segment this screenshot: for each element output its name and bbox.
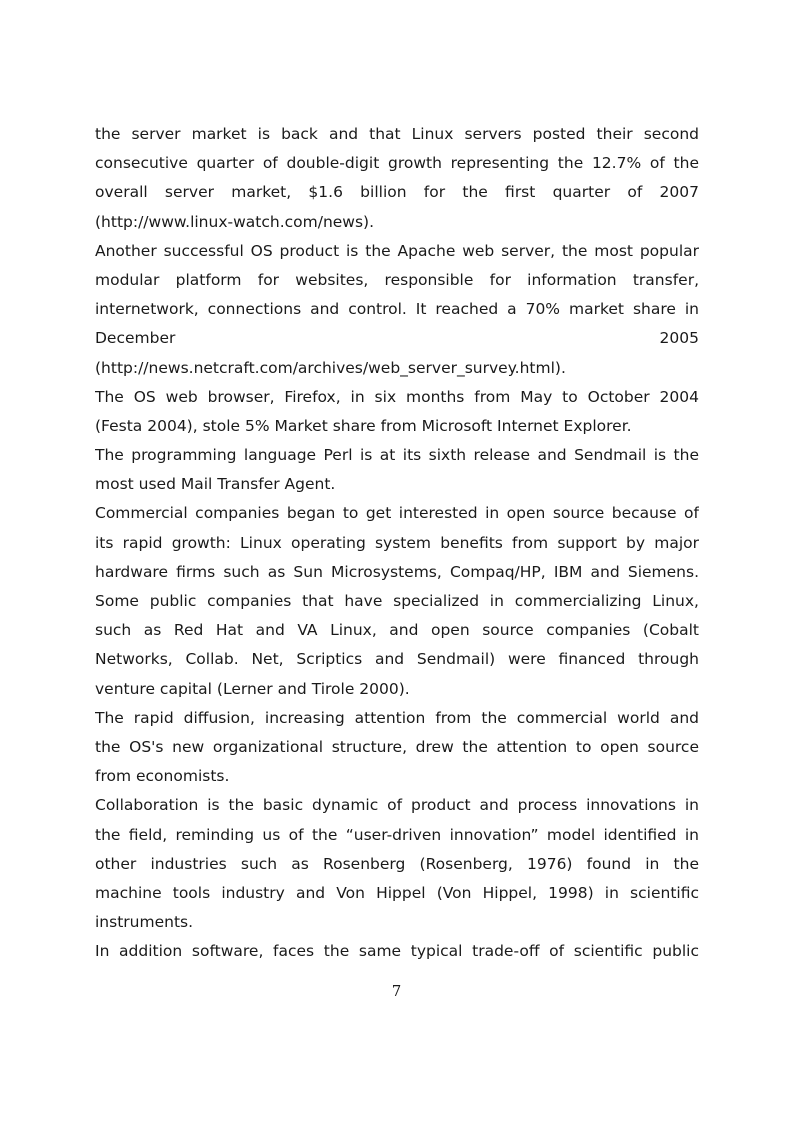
body-text [95,120,699,966]
paragraph [95,383,699,441]
text-line: Collaboration is the basic dynamic of product and process innovations in [95,796,699,815]
text-line: the field, reminding us of the “user-driven innovation” model identified in [95,825,699,844]
paragraph [95,120,699,237]
paragraph [95,499,699,703]
text-line: (Festa 2004), stole 5% Market share from Microsoft Internet Explorer. [95,416,632,435]
text-line: The OS web browser, Firefox, in six months from May to October 2004 [95,387,699,406]
text-line: (http://www.linux-watch.com/news). [95,212,375,231]
text-line: internetwork, connections and control. It reached a 70% market share in [95,300,699,319]
text-line: most used Mail Transfer Agent. [95,475,336,494]
text-line: modular platform for websites, responsible for information transfer, [95,270,699,289]
text-line: Another successful OS product is the Apache web server, the most popular [95,241,699,260]
text-line: the server market is back and that Linux servers posted their second [95,125,699,143]
text-line: December 2005 [95,329,699,348]
text-line: instruments. [95,913,194,932]
text-line: Networks, Collab. Net, Scriptics and Sendmail) were financed through [95,650,699,669]
text-line: overall server market, $1.6 billion for the first quarter of 2007 [95,183,699,202]
text-line: other industries such as Rosenberg (Rosenberg, 1976) found in the [95,854,699,873]
text-line: Commercial companies began to get interested in open source because of [95,504,699,523]
paragraph [95,937,699,966]
text-line: Some public companies that have specialized in commercializing Linux, [95,592,699,610]
text-line: machine tools industry and Von Hippel (Von Hippel, 1998) in scientific [95,883,699,902]
text-line: The rapid diffusion, increasing attention from the commercial world and [95,708,699,727]
text-line: (http://news.netcraft.com/archives/web_server_survey.html). [95,358,566,377]
text-line: the OS's new organizational structure, drew the attention to open source [95,737,699,756]
text-line: In addition software, faces the same typical trade-off of scientific public [95,942,699,961]
paragraph [95,704,699,792]
paragraph [95,441,699,499]
text-line: The programming language Perl is at its sixth release and Sendmail is the [95,446,699,465]
paragraph [95,791,699,937]
text-line: venture capital (Lerner and Tirole 2000). [95,679,410,698]
text-line: hardware firms such as Sun Microsystems, Compaq/HP, IBM and Siemens. [95,562,699,581]
text-line: such as Red Hat and VA Linux, and open source companies (Cobalt [95,621,699,640]
paragraph [95,237,699,383]
text-line: its rapid growth: Linux operating system benefits from support by major [95,533,699,552]
page-number: 7 [391,982,402,1000]
text-line: consecutive quarter of double-digit growth representing the 12.7% of the [95,154,699,173]
text-line: from economists. [95,767,230,786]
